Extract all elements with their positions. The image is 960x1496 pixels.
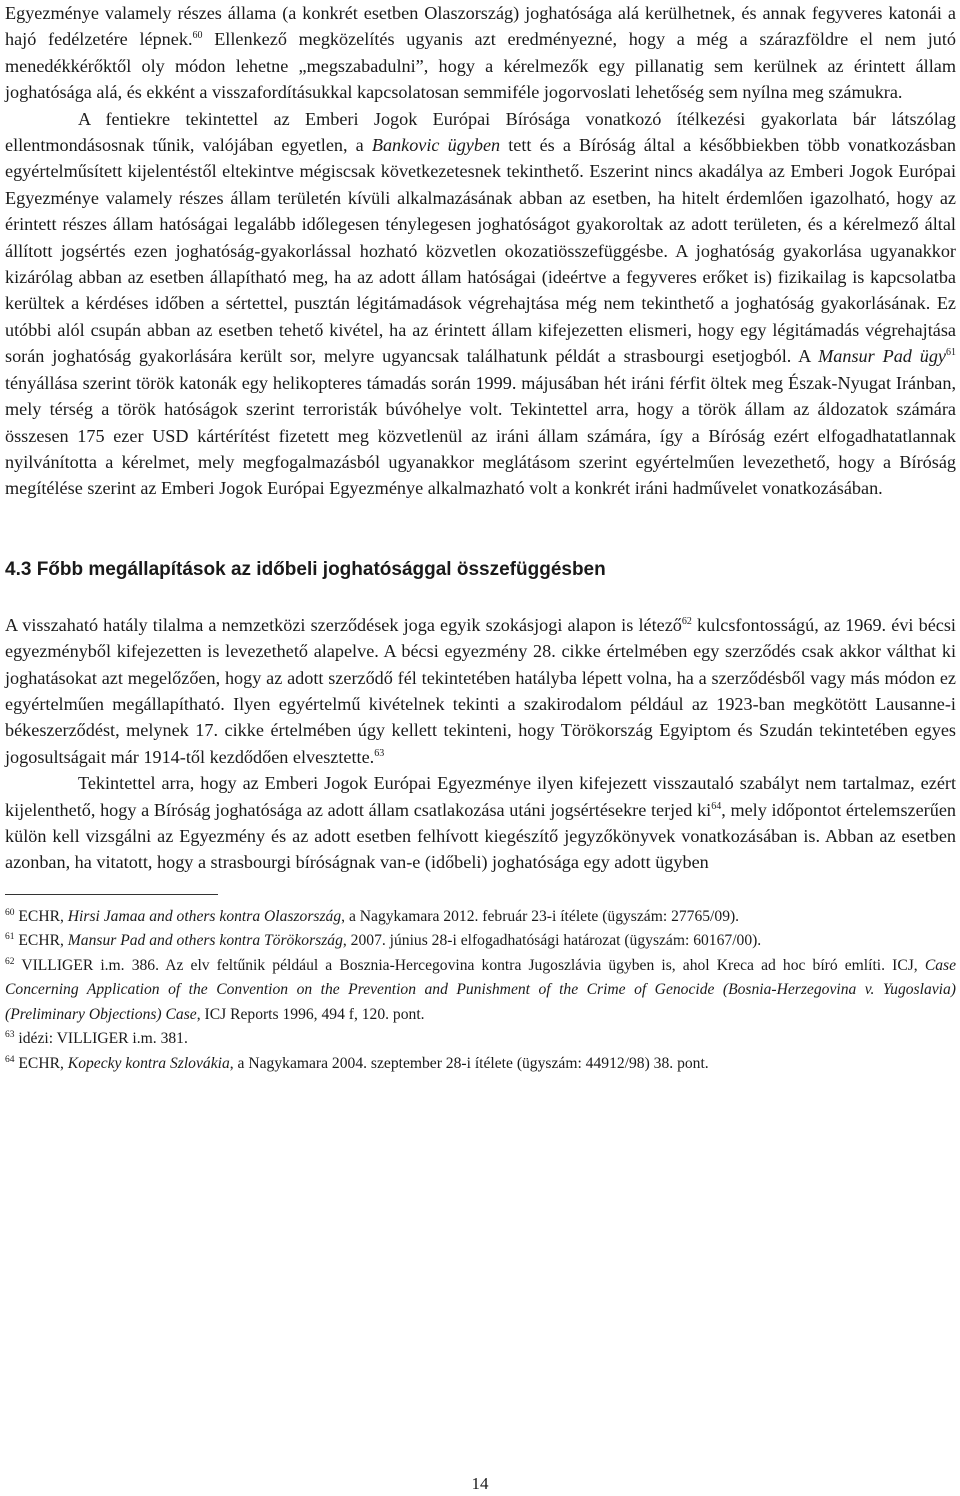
paragraph-2 xyxy=(5,106,956,502)
italic-text: Mansur Pad and others kontra Törökország xyxy=(67,932,343,950)
footnote-ref: 63 xyxy=(374,747,385,759)
text-segment: A fentiekre tekintettel az Emberi Jogok Európai Bírósága vonatkozó ítélkezési gyakorlata bár látszólag ellentmondásosnak tűnik, valójában egyetlen, a xyxy=(5,108,956,156)
text-segment: kulcsfontosságú, az 1969. évi bécsi egyezményből kifejezetten is levezethető alapelve. A bécsi egyezmény 28. cikke értelmében egy szerződés csak akkor válthat ki joghatásokat azt megelőzően, hogy az adott szerződő fél tekintetében hatályba lépett volna, ha a szerződésből vagy más módon ez egyértelműen megállapítható. Ilyen egyértelmű kivételnek tekinti a szakirodalom például az 1923-ban megkötött Lausanne-i békeszerződést, melynek 17. cikke értelmében úgy kellett tekinteni, hogy Törökország Egyiptom és Szudán tekintetében egyes jogosultságait már 1914-től kezdődően elvesztette. xyxy=(5,614,956,767)
text-segment: , 2007. június 28-i elfogadhatósági határozat (ügyszám: 60167/00). xyxy=(342,932,762,950)
footnote-62 xyxy=(5,954,956,1028)
footnotes xyxy=(5,905,956,1077)
section-heading: 4.3 Főbb megállapítások az időbeli joghatósággal összefüggésben xyxy=(5,558,606,580)
text-segment: idézi: VILLIGER i.m. 381. xyxy=(14,1030,188,1048)
text-segment: A visszaható hatály tilalma a nemzetközi szerződések joga egyik szokásjogi alapon is létező xyxy=(5,614,682,635)
paragraph-4 xyxy=(5,770,956,876)
footnote-separator xyxy=(5,894,218,895)
footnote-ref: 64 xyxy=(5,1054,15,1065)
text-segment: , a Nagykamara 2012. február 23-i ítélete (ügyszám: 27765/09). xyxy=(341,907,740,925)
footnote-ref: 60 xyxy=(5,907,15,918)
footnote-ref: 62 xyxy=(5,956,15,967)
paragraph-3 xyxy=(5,612,956,770)
text-segment: Ellenkező megközelítés ugyanis azt eredményezné, hogy a még a szárazföldre el nem jutó menedékkérőktől oly módon lehetne „megszabadulni”, hogy a kérelmezők egy pillanatig sem kerülnek az érintett állam joghatósága alá, és ekként a visszafordításukkal kapcsolatosan semmiféle jogorvoslati lehetőség sem nyílna meg számukra. xyxy=(5,29,957,103)
body-text-top xyxy=(5,0,956,502)
italic-text: Kopecky kontra Szlovákia xyxy=(67,1054,230,1072)
text-segment: ECHR, xyxy=(14,1054,68,1072)
text-segment: VILLIGER i.m. 386. Az elv feltűnik például a Bosznia-Hercegovina kontra Jugoszlávia ügyben is, ahol Kreca ad hoc bíró említi. ICJ, xyxy=(14,956,925,974)
italic-text: Mansur Pad ügy xyxy=(818,346,946,367)
italic-text: Case Concerning Application of the Convention on the Prevention and Punishment of the Crime of Genocide (Bosnia-Herzegovina v. Yugoslavia) (Preliminary Objections) Case xyxy=(5,956,956,1023)
text-segment: Tekintettel arra, hogy az Emberi Jogok Európai Egyezménye ilyen kifejezett visszautaló szabályt nem tartalmaz, ezért kijelenthető, hogy a Bíróság joghatósága az adott állam csatlakozása utáni jogsértésekre terjed ki xyxy=(5,773,956,820)
text-segment: Egyezménye valamely részes állama (a konkrét esetben Olaszország) joghatósága alá kerülhetnek, és annak fegyveres katonái a hajó fedélzetére lépnek. xyxy=(5,3,956,50)
body-text-bottom xyxy=(5,612,956,876)
text-segment: tényállása szerint török katonák egy helikopteres támadás során 1999. májusában hét iráni férfit öltek meg Észak-Nyugat Iránban, mely térség a török hatóságok szerint terroristák búvóhelye volt. Tekintettel arra, hogy a török állam az áldozatok számára összesen 175 ezer USD kártérítést fizetett meg közvetlenül az iráni állam számára, így a Bíróság ezért elfogadhatatlannak nyilvánította a kérelmet, mely megfogalmazásból ugyanakkor meglátásom szerint egyértelműen levezethető, hogy a Bíróság megítélése szerint az Emberi Jogok Európai Egyezménye alkalmazható volt a konkrét iráni hadművelet vonatkozásában. xyxy=(5,372,956,499)
footnote-ref: 61 xyxy=(5,932,15,943)
footnote-61 xyxy=(5,929,956,954)
footnote-ref: 63 xyxy=(5,1030,15,1041)
text-segment: ECHR, xyxy=(14,907,68,925)
footnote-ref: 60 xyxy=(192,30,203,42)
text-segment: , mely időpontot értelemszerűen külön kell vizsgálni az Egyezmény és az adott esetben felhívott kiegészítő jegyzőkönyvek vonatkozásában is. Abban az esetben azonban, ha vitatott, hogy a strasbourgi bíróságnak van-e (időbeli) joghatósága egy adott ügyben xyxy=(5,799,956,873)
footnote-ref: 61 xyxy=(946,347,956,359)
text-segment: ECHR, xyxy=(14,932,68,950)
text-segment: , ICJ Reports 1996, 494 f, 120. pont. xyxy=(196,1005,425,1023)
footnote-60 xyxy=(5,905,956,930)
footnote-ref: 62 xyxy=(681,615,692,627)
footnote-ref: 64 xyxy=(711,800,722,812)
text-segment: tett és a Bíróság által a későbbiekben több vonatkozásban egyértelműsített kijelentéstől eltekintve mégiscsak következetesnek tekinthető. Eszerint nincs akadálya az Emberi Jogok Európai Egyezménye valamely részes állam területén kívüli alkalmazásának abban az esetben, ha hitelt érdemlően igazolható, hogy az érintett részes állam hatóságai legalább időlegesen ténylegesen joghatóságot gyakoroltak az adott területen, és a kérelmező által állított jogsértés ezen joghatóság-gyakorlással hozható közvetlen okozatiösszefüggésbe. A joghatóság gyakorlása ugyanakkor kizárólag abban az esetben állapítható meg, ha az adott állam hatóságai (ideértve a fegyveres erőket is) fizikailag is kapcsolatba kerültek a kérdéses időben a sértettel, pusztán légitámadások végrehajtása még nem tekinthető a joghatóság gyakorlásának. Ez utóbbi alól csupán abban az esetben tehető kivétel, ha az érintett állam kifejezetten elismeri, hogy egy légitámadás végrehajtása során joghatóság gyakorlására került sor, melyre ugyancsak találhatunk példát a strasbourgi esetjogból. A xyxy=(5,135,956,367)
text-segment: , a Nagykamara 2004. szeptember 28-i ítélete (ügyszám: 44912/98) 38. pont. xyxy=(229,1054,709,1072)
footnote-63 xyxy=(5,1027,956,1052)
paragraph-1 xyxy=(5,0,956,106)
italic-text: Hirsi Jamaa and others kontra Olaszország xyxy=(67,907,342,925)
italic-text: Bankovic ügyben xyxy=(371,135,501,156)
page-number: 14 xyxy=(471,1474,489,1493)
footnote-64 xyxy=(5,1052,956,1077)
